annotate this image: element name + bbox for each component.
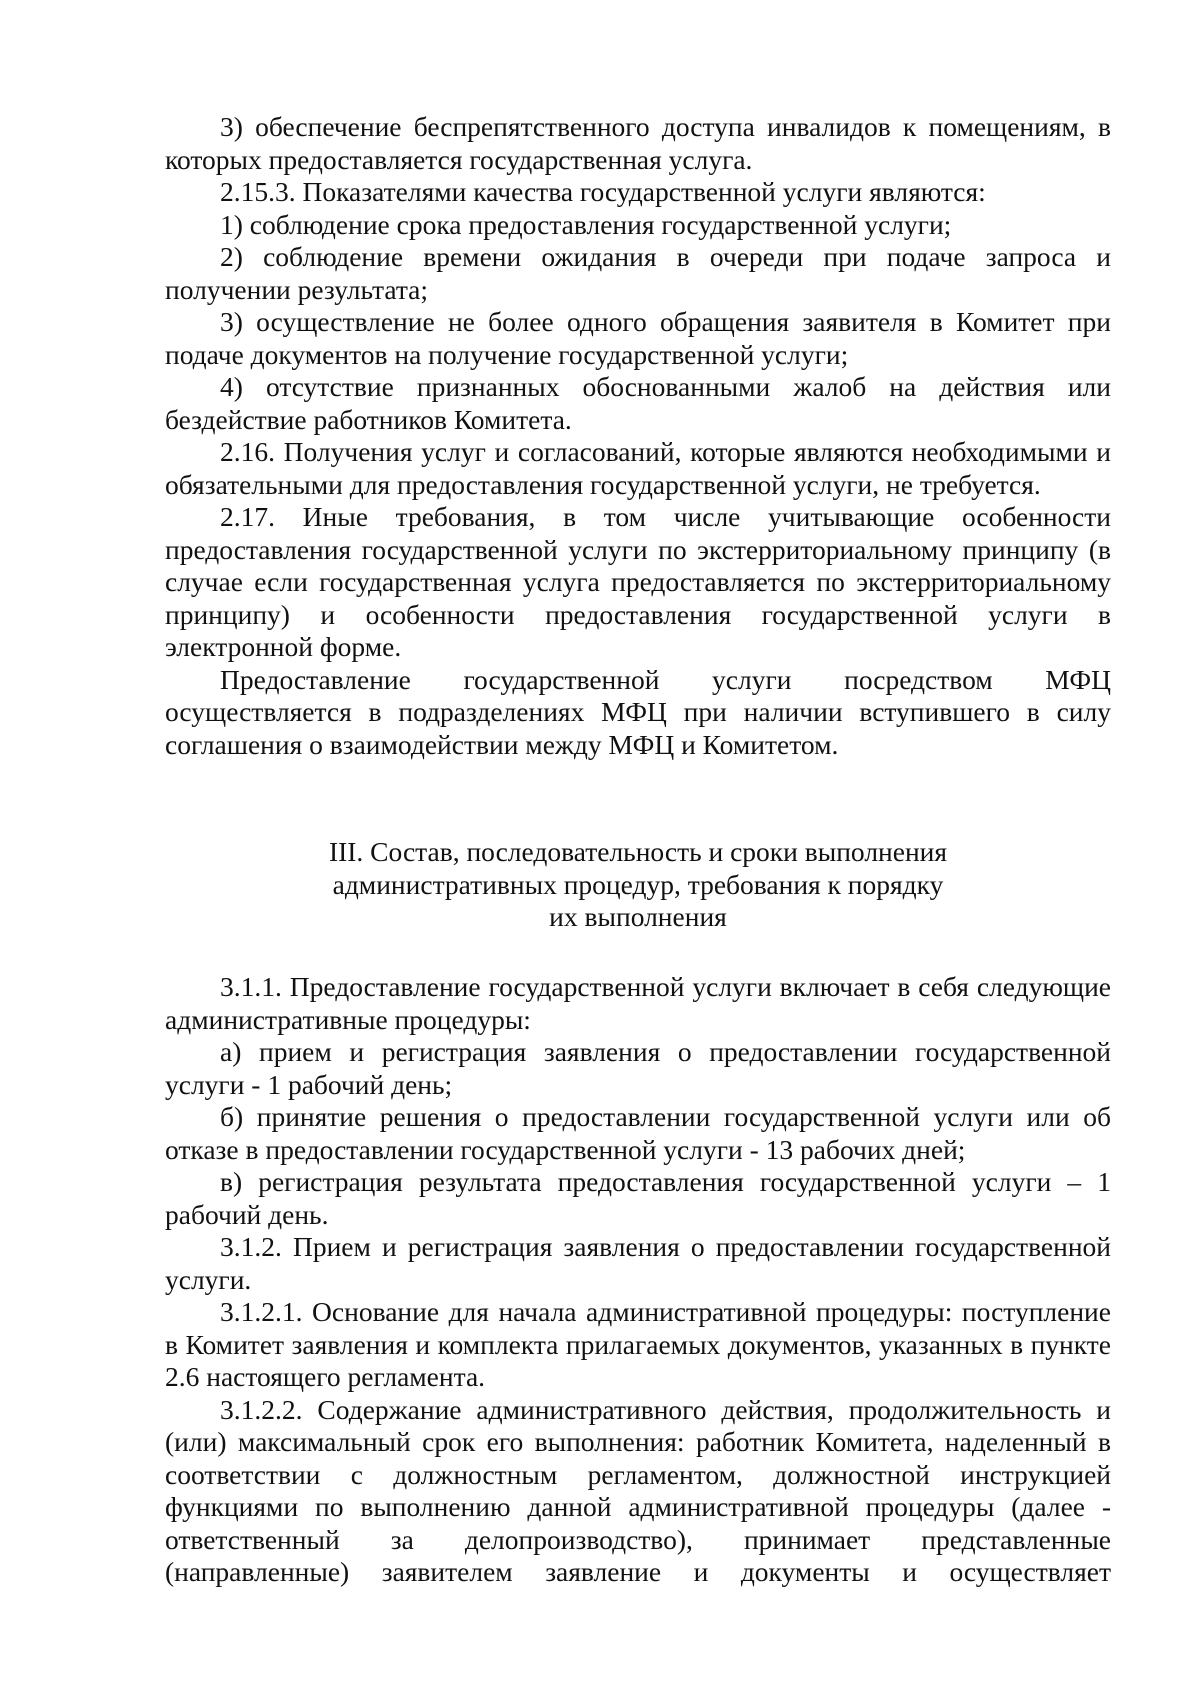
paragraph: 2.15.3. Показателями качества государственной услуги являются: bbox=[220, 176, 986, 207]
section-heading-line: III. Состав, последовательность и сроки выполнения bbox=[328, 836, 948, 867]
paragraph: 2.16. Получения услуг и согласований, которые являются необходимыми и обязательными для предоставления государственной услуги, не требуется. bbox=[165, 436, 1111, 500]
paragraph: 1) соблюдение срока предоставления государственной услуги; bbox=[220, 208, 952, 240]
paragraph: 2.17. Иные требования, в том числе учитывающие особенности предоставления государственной услуги по экстерриториальному принципу (в случае если государственная услуга предоставляется по экстерриториальному принципу) и особенности предоставления государственной услуги в электронной форме. bbox=[165, 501, 1111, 662]
paragraph: 3.1.2.1. Основание для начала административной процедуры: поступление в Комитет заявления и комплекта прилагаемых документов, указанных в пункте 2.6 настоящего регламента. bbox=[165, 1296, 1111, 1392]
section-heading bbox=[165, 836, 1111, 934]
paragraph: 4) отсутствие признанных обоснованными жалоб на действия или бездействие работников Комитета. bbox=[165, 371, 1111, 435]
paragraph: а) прием и регистрация заявления о предоставлении государственной услуги - 1 рабочий день; bbox=[165, 1036, 1111, 1100]
section-heading-line: административных процедур, требования к порядку bbox=[332, 868, 944, 900]
paragraph: Предоставление государственной услуги посредством МФЦ осуществляется в подразделениях МФЦ при наличии вступившего в силу соглашения о взаимодействии между МФЦ и Комитетом. bbox=[165, 663, 1111, 760]
top-text-block bbox=[165, 111, 1111, 761]
paragraph: б) принятие решения о предоставлении государственной услуги или об отказе в предоставлении государственной услуги - 13 рабочих дней; bbox=[165, 1101, 1111, 1165]
paragraph: 2) соблюдение времени ожидания в очереди при подаче запроса и получении результата; bbox=[165, 241, 1111, 305]
paragraph: 3) обеспечение беспрепятственного доступа инвалидов к помещениям, в которых предоставляется государственная услуга. bbox=[165, 111, 1111, 175]
bottom-text-block bbox=[165, 971, 1111, 1589]
paragraph: 3.1.2. Прием и регистрация заявления о предоставлении государственной услуги. bbox=[165, 1231, 1111, 1295]
paragraph: 3) осуществление не более одного обращения заявителя в Комитет при подаче документов на получение государственной услуги; bbox=[165, 306, 1111, 370]
paragraph: в) регистрация результата предоставления государственной услуги – 1 рабочий день. bbox=[165, 1166, 1111, 1230]
paragraph: 3.1.2.2. Содержание административного действия, продолжительность и (или) максимальный срок его выполнения: работник Комитета, наделенный в соответствии с должностным регламентом, должностной инструкцией функциями по выполнению данной административной процедуры (далее - ответственный за делопроизводство), принимает представленные (направленные) заявителем заявление и документы и осуществляет bbox=[165, 1393, 1111, 1587]
section-heading-line: их выполнения bbox=[549, 901, 727, 932]
paragraph: 3.1.1. Предоставление государственной услуги включает в себя следующие административные процедуры: bbox=[165, 971, 1111, 1035]
